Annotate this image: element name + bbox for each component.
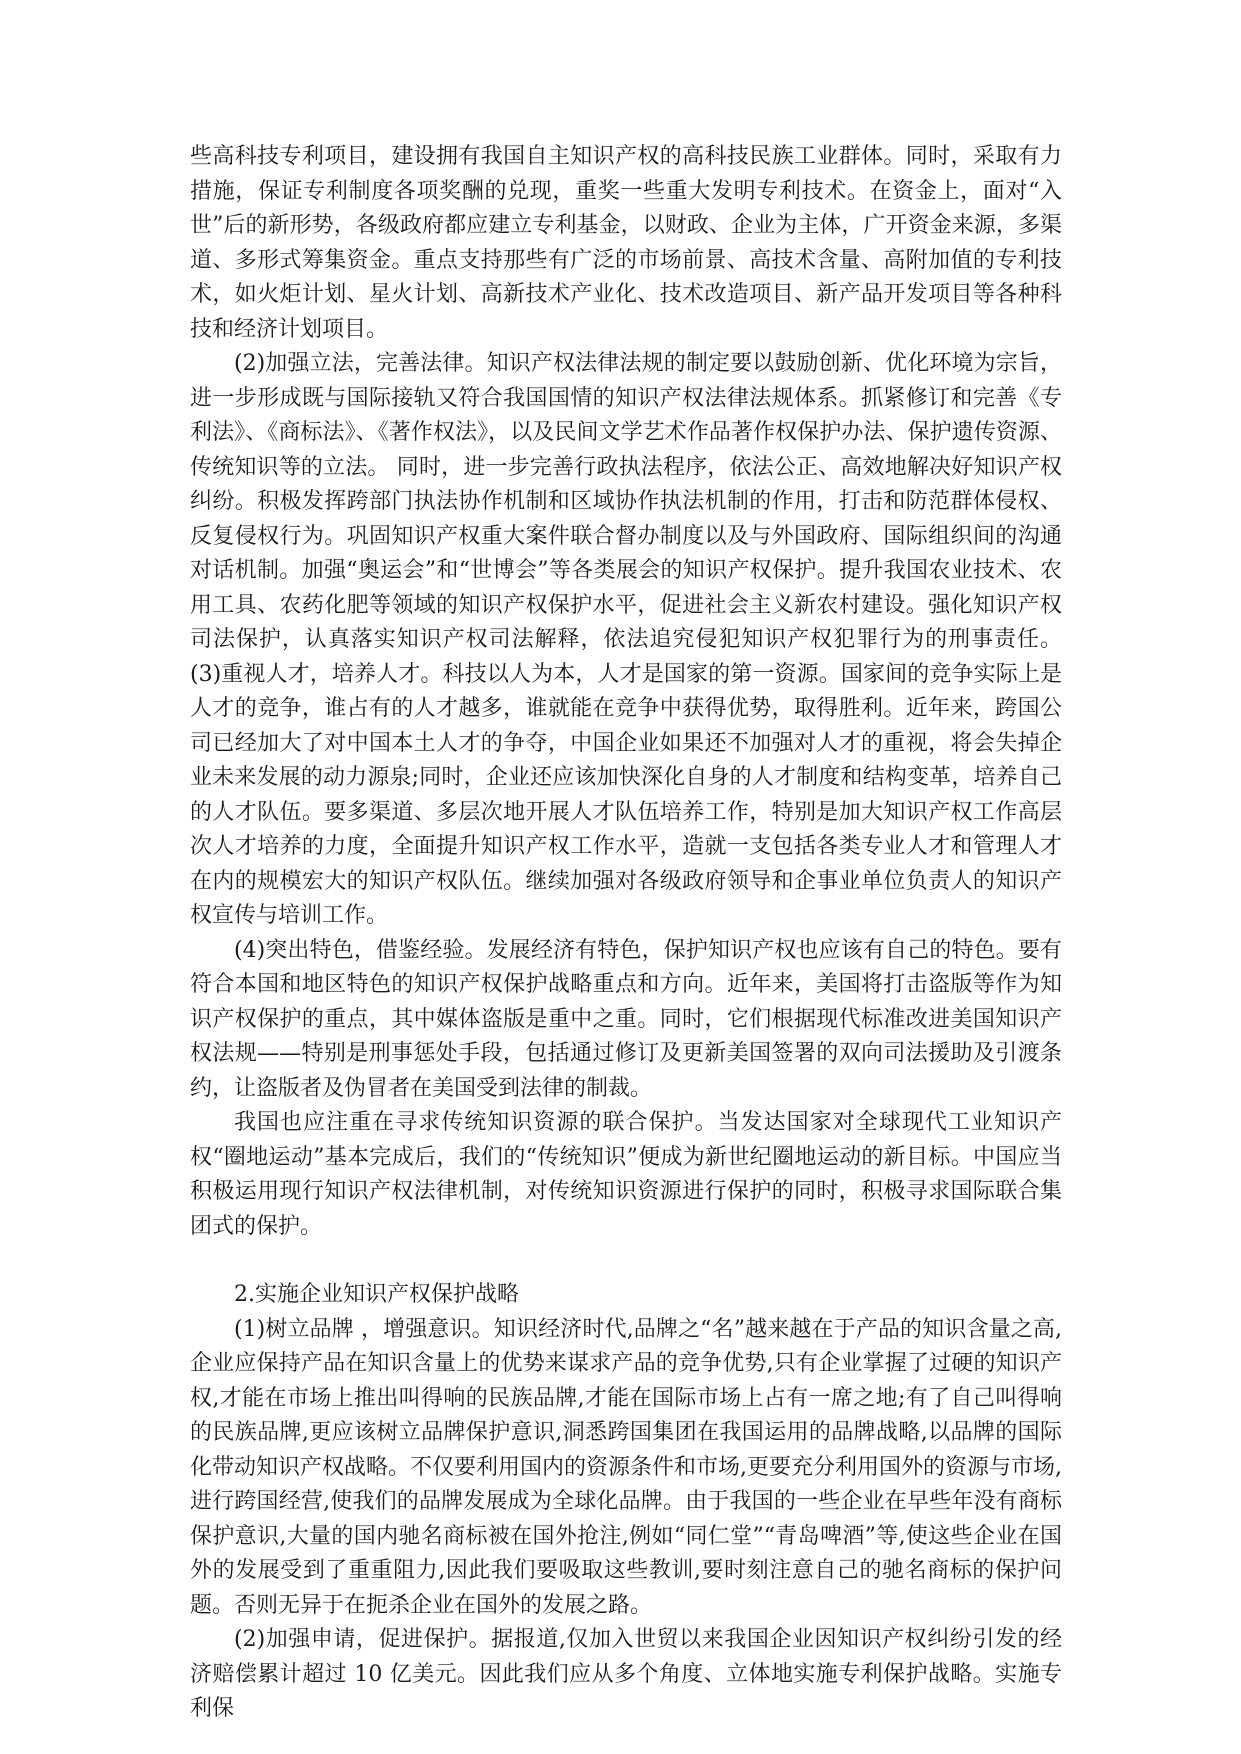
- paragraph-application: (2)加强申请，促进保护。据报道,仅加入世贸以来我国企业因知识产权纠纷引发的经济赔偿累计超过 10 亿美元。因此我们应从多个角度、立体地实施专利保护战略。实施专利保: [190, 1627, 1062, 1721]
- paragraph-legislation: (2)加强立法，完善法律。知识产权法律法规的制定要以鼓励创新、优化环境为宗旨，进一步形成既与国际接轨又符合我国国情的知识产权法律法规体系。抓紧修订和完善《专利法》、《商标法》、《著作权法》，以及民间文学艺术作品著作权保护办法、保护遗传资源、传统知识等的立法。 同时，进一步完善行政执法程序，依法公正、高效地解决好知识产权纠纷。积极发挥跨部门执法协作机制和区域协作执法机制的作用，打击和防范群体侵权、反复侵权行为。巩固知识产权重大案件联合督办制度以及与外国政府、国际组织间的沟通对话机制。加强“奥运会”和“世博会”等各类展会的知识产权保护。提升我国农业技术、农用工具、农药化肥等领域的知识产权保护水平，促进社会主义新农村建设。强化知识产权司法保护，认真落实知识产权司法解释，依法追究侵犯知识产权犯罪行为的刑事责任。 (3)重视人才，培养人才。科技以人为本，人才是国家的第一资源。国家间的竞争实际上是人才的竞争，谁占有的人才越多，谁就能在竞争中获得优势，取得胜利。近年来，跨国公司已经加大了对中国本土人才的争夺，中国企业如果还不加强对人才的重视，将会失掉企业未来发展的动力源泉;同时，企业还应该加快深化自身的人才制度和结构变革，培养自己的人才队伍。要多渠道、多层次地开展人才队伍培养工作，特别是加大知识产权工作高层次人才培养的力度，全面提升知识产权工作水平，造就一支包括各类专业人才和管理人才在内的规模宏大的知识产权队伍。继续加强对各级政府领导和企事业单位负责人的知识产权宣传与培训工作。: [190, 351, 1062, 928]
- paragraph-traditional-knowledge: 我国也应注重在寻求传统知识资源的联合保护。当发达国家对全球现代工业知识产权“圈地运动”基本完成后，我们的“传统知识”便成为新世纪圈地运动的新目标。中国应当积极运用现行知识产权法律机制，对传统知识资源进行保护的同时，积极寻求国际联合集团式的保护。: [190, 1110, 1062, 1239]
- document-page: [190, 140, 1062, 1727]
- paragraph-characteristics: (4)突出特色，借鉴经验。发展经济有特色，保护知识产权也应该有自己的特色。要有符合本国和地区特色的知识产权保护战略重点和方向。近年来，美国将打击盗版等作为知识产权保护的重点，其中媒体盗版是重中之重。同时，它们根据现代标准改进美国知识产权法规——特别是刑事惩处手段，包括通过修订及更新美国签署的双向司法援助及引渡条约，让盗版者及伪冒者在美国受到法律的制裁。: [190, 937, 1062, 1101]
- paragraph-continuation: 些高科技专利项目，建设拥有我国自主知识产权的高科技民族工业群体。同时，采取有力措施，保证专利制度各项奖酬的兑现，重奖一些重大发明专利技术。在资金上，面对“入世”后的新形势，各级政府都应建立专利基金，以财政、企业为主体，广开资金来源，多渠道、多形式筹集资金。重点支持那些有广泛的市场前景、高技术含量、高附加值的专利技术，如火炬计划、星火计划、高新技术产业化、技术改造项目、新产品开发项目等各种科技和经济计划项目。: [190, 144, 1062, 342]
- paragraph-brand: (1)树立品牌 ，增强意识。知识经济时代,品牌之“名”越来越在于产品的知识含量之高,企业应保持产品在知识含量上的优势来谋求产品的竞争优势,只有企业掌握了过硬的知识产权,才能在市场上推出叫得响的民族品牌,才能在国际市场上占有一席之地;有了自己叫得响的民族品牌,更应该树立品牌保护意识,洞悉跨国集团在我国运用的品牌战略,以品牌的国际化带动知识产权战略。不仅要利用国内的资源条件和市场,更要充分利用国外的资源与市场,进行跨国经营,使我们的品牌发展成为全球化品牌。由于我国的一些企业在早些年没有商标保护意识,大量的国内驰名商标被在国外抢注,例如“同仁堂”“青岛啤酒”等,使这些企业在国外的发展受到了重重阻力,因此我们要吸取这些教训,要时刻注意自己的驰名商标的保护问题。否则无异于在扼杀企业在国外的发展之路。: [190, 1316, 1062, 1618]
- section-heading: 2.实施企业知识产权保护战略: [234, 1282, 519, 1307]
